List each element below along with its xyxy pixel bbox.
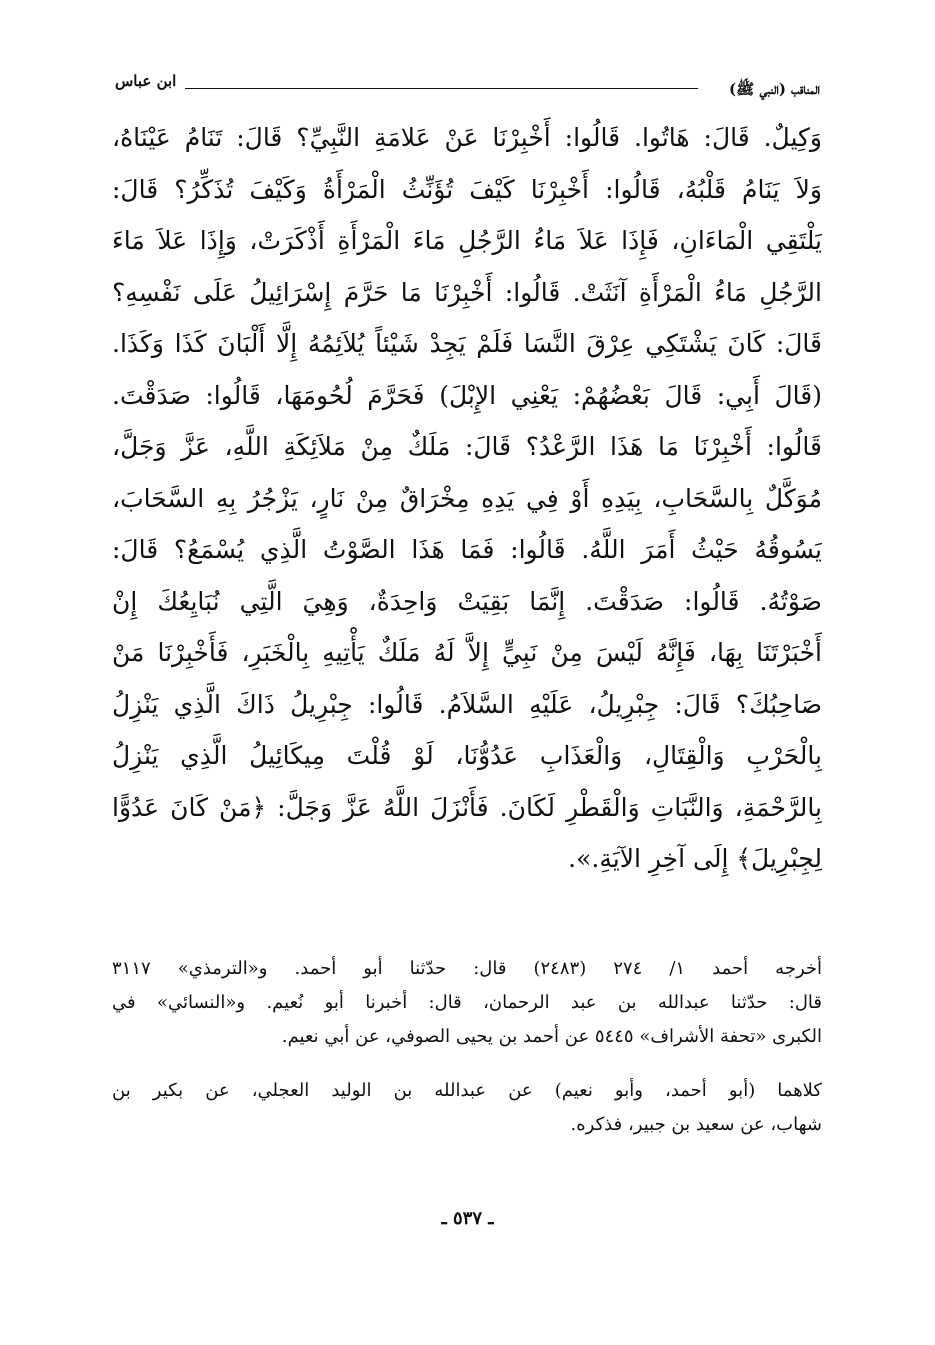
text-line: الرَّجُلِ مَاءُ الْمَرْأَةِ آنَثَتْ. قَالُوا: أَخْبِرْنَا مَا حَرَّمَ إِسْرَائِيلُ عَلَى نَفْسِهِ؟ <box>112 277 822 307</box>
text-line: بِالْحَرْبِ وَالْقِتَالِ، وَالْعَذَابِ عَدُوُّنَا، لَوْ قُلْتَ مِيكَائِيلُ الَّذِي يَنْزِلُ <box>112 741 822 770</box>
footnote-line: أخرجه أحمد ١/ ٢٧٤ (٢٤٨٣) قال: حدّثنا أبو أحمد. و«الترمذي» ٣١١٧ <box>112 958 822 979</box>
header-author: ابن عباس <box>115 72 177 90</box>
page-number: ـ ٥٣٧ ـ <box>441 1208 494 1229</box>
header-section-title: المناقب (النبي ﷺ) <box>729 80 820 98</box>
text-line: أَخْبَرْتَنَا بِهَا، فَإِنَّهُ لَيْسَ مِنْ نَبِيٍّ إِلاَّ لَهُ مَلَكٌ يَأْتِيهِ بِالْخَبَرِ، فَأَخْبِرْنَا مَنْ <box>112 638 822 667</box>
text-line: يَلْتَقِي الْمَاءَانِ، فَإِذَا عَلاَ مَاءُ الرَّجُلِ مَاءَ الْمَرْأَةِ أَذْكَرَتْ، وَإِذَا عَلاَ مَاءَ <box>112 226 822 255</box>
main-text <box>112 112 822 885</box>
text-line: وَكِيلٌ. قَالَ: هَاتُوا. قَالُوا: أَخْبِرْنَا عَنْ عَلامَةِ النَّبِيِّ؟ قَالَ: تَنَامُ عَيْنَاهُ، <box>112 123 822 152</box>
text-line: صَاحِبُكَ؟ قَالَ: جِبْرِيلُ، عَلَيْهِ السَّلاَمُ. قَالُوا: جِبْرِيلُ ذَاكَ الَّذِي يَنْزِلُ <box>112 689 822 719</box>
text-line: وَلاَ يَنَامُ قَلْبُهُ، قَالُوا: أَخْبِرْنَا كَيْفَ تُؤَنِّثُ الْمَرْأَةُ وَكَيْفَ تُذَكِّرُ؟ قَالَ: <box>112 174 822 204</box>
footnote-line: الكبرى «تحفة الأشراف» ٥٤٤٥ عن أحمد بن يحيى الصوفي، عن أبي نعيم. <box>281 1026 822 1047</box>
text-line: قَالُوا: أَخْبِرْنَا مَا هَذَا الرَّعْدُ؟ قَالَ: مَلَكٌ مِنْ مَلاَئِكَةِ اللَّهِ، عَزَّ وَجَلَّ، <box>112 432 822 461</box>
text-line: (قَالَ أَبِي: قَالَ بَعْضُهُمْ: يَعْنِي الإِبْلَ) فَحَرَّمَ لُحُومَهَا، قَالُوا: صَدَقْتَ. <box>112 380 822 410</box>
footnotes <box>112 952 822 1142</box>
header-rule <box>185 88 698 89</box>
text-line: مُوَكَّلٌ بِالسَّحَابِ، بِيَدِهِ أَوْ فِي يَدِهِ مِخْرَاقٌ مِنْ نَارٍ، يَزْجُرُ بِهِ السَّحَابَ، <box>112 483 822 513</box>
footnote-line: شهاب، عن سعيد بن جبير، فذكره. <box>570 1114 822 1135</box>
footnote-line: كلاهما (أبو أحمد، وأبو نعيم) عن عبدالله بن الوليد العجلي، عن بكير بن <box>112 1080 822 1101</box>
running-header <box>115 68 820 108</box>
footnote-line: قال: حدّثنا عبدالله بن عبد الرحمان، قال: أخبرنا أبو نُعيم. و«النسائي» في <box>112 992 822 1013</box>
paragraph-gap <box>112 1054 822 1074</box>
text-line: يَسُوقُهُ حَيْثُ أَمَرَ اللَّهُ. قَالُوا: فَمَا هَذَا الصَّوْتُ الَّذِي يُسْمَعُ؟ قَالَ: <box>112 535 822 564</box>
text-line: قَالَ: كَانَ يَشْتَكِي عِرْقَ النَّسَا فَلَمْ يَجِدْ شَيْئاً يُلاَئِمُهُ إِلَّا أَلْبَانَ كَذَا وَكَذَا. <box>112 329 822 358</box>
text-line: بِالرَّحْمَةِ، وَالنَّبَاتِ وَالْقَطْرِ لَكَانَ. فَأَنْزَلَ اللَّهُ عَزَّ وَجَلَّ: ﴿مَنْ كَانَ عَدُوًّا <box>112 792 822 822</box>
text-line: صَوْتُهُ. قَالُوا: صَدَقْتَ. إِنَّمَا بَقِيَتْ وَاحِدَةٌ، وَهِيَ الَّتِي نُبَايِعُكَ إِنْ <box>112 586 822 616</box>
text-line: لِجِبْرِيلَ﴾ إِلَى آخِرِ الآيَةِ.». <box>568 844 822 873</box>
